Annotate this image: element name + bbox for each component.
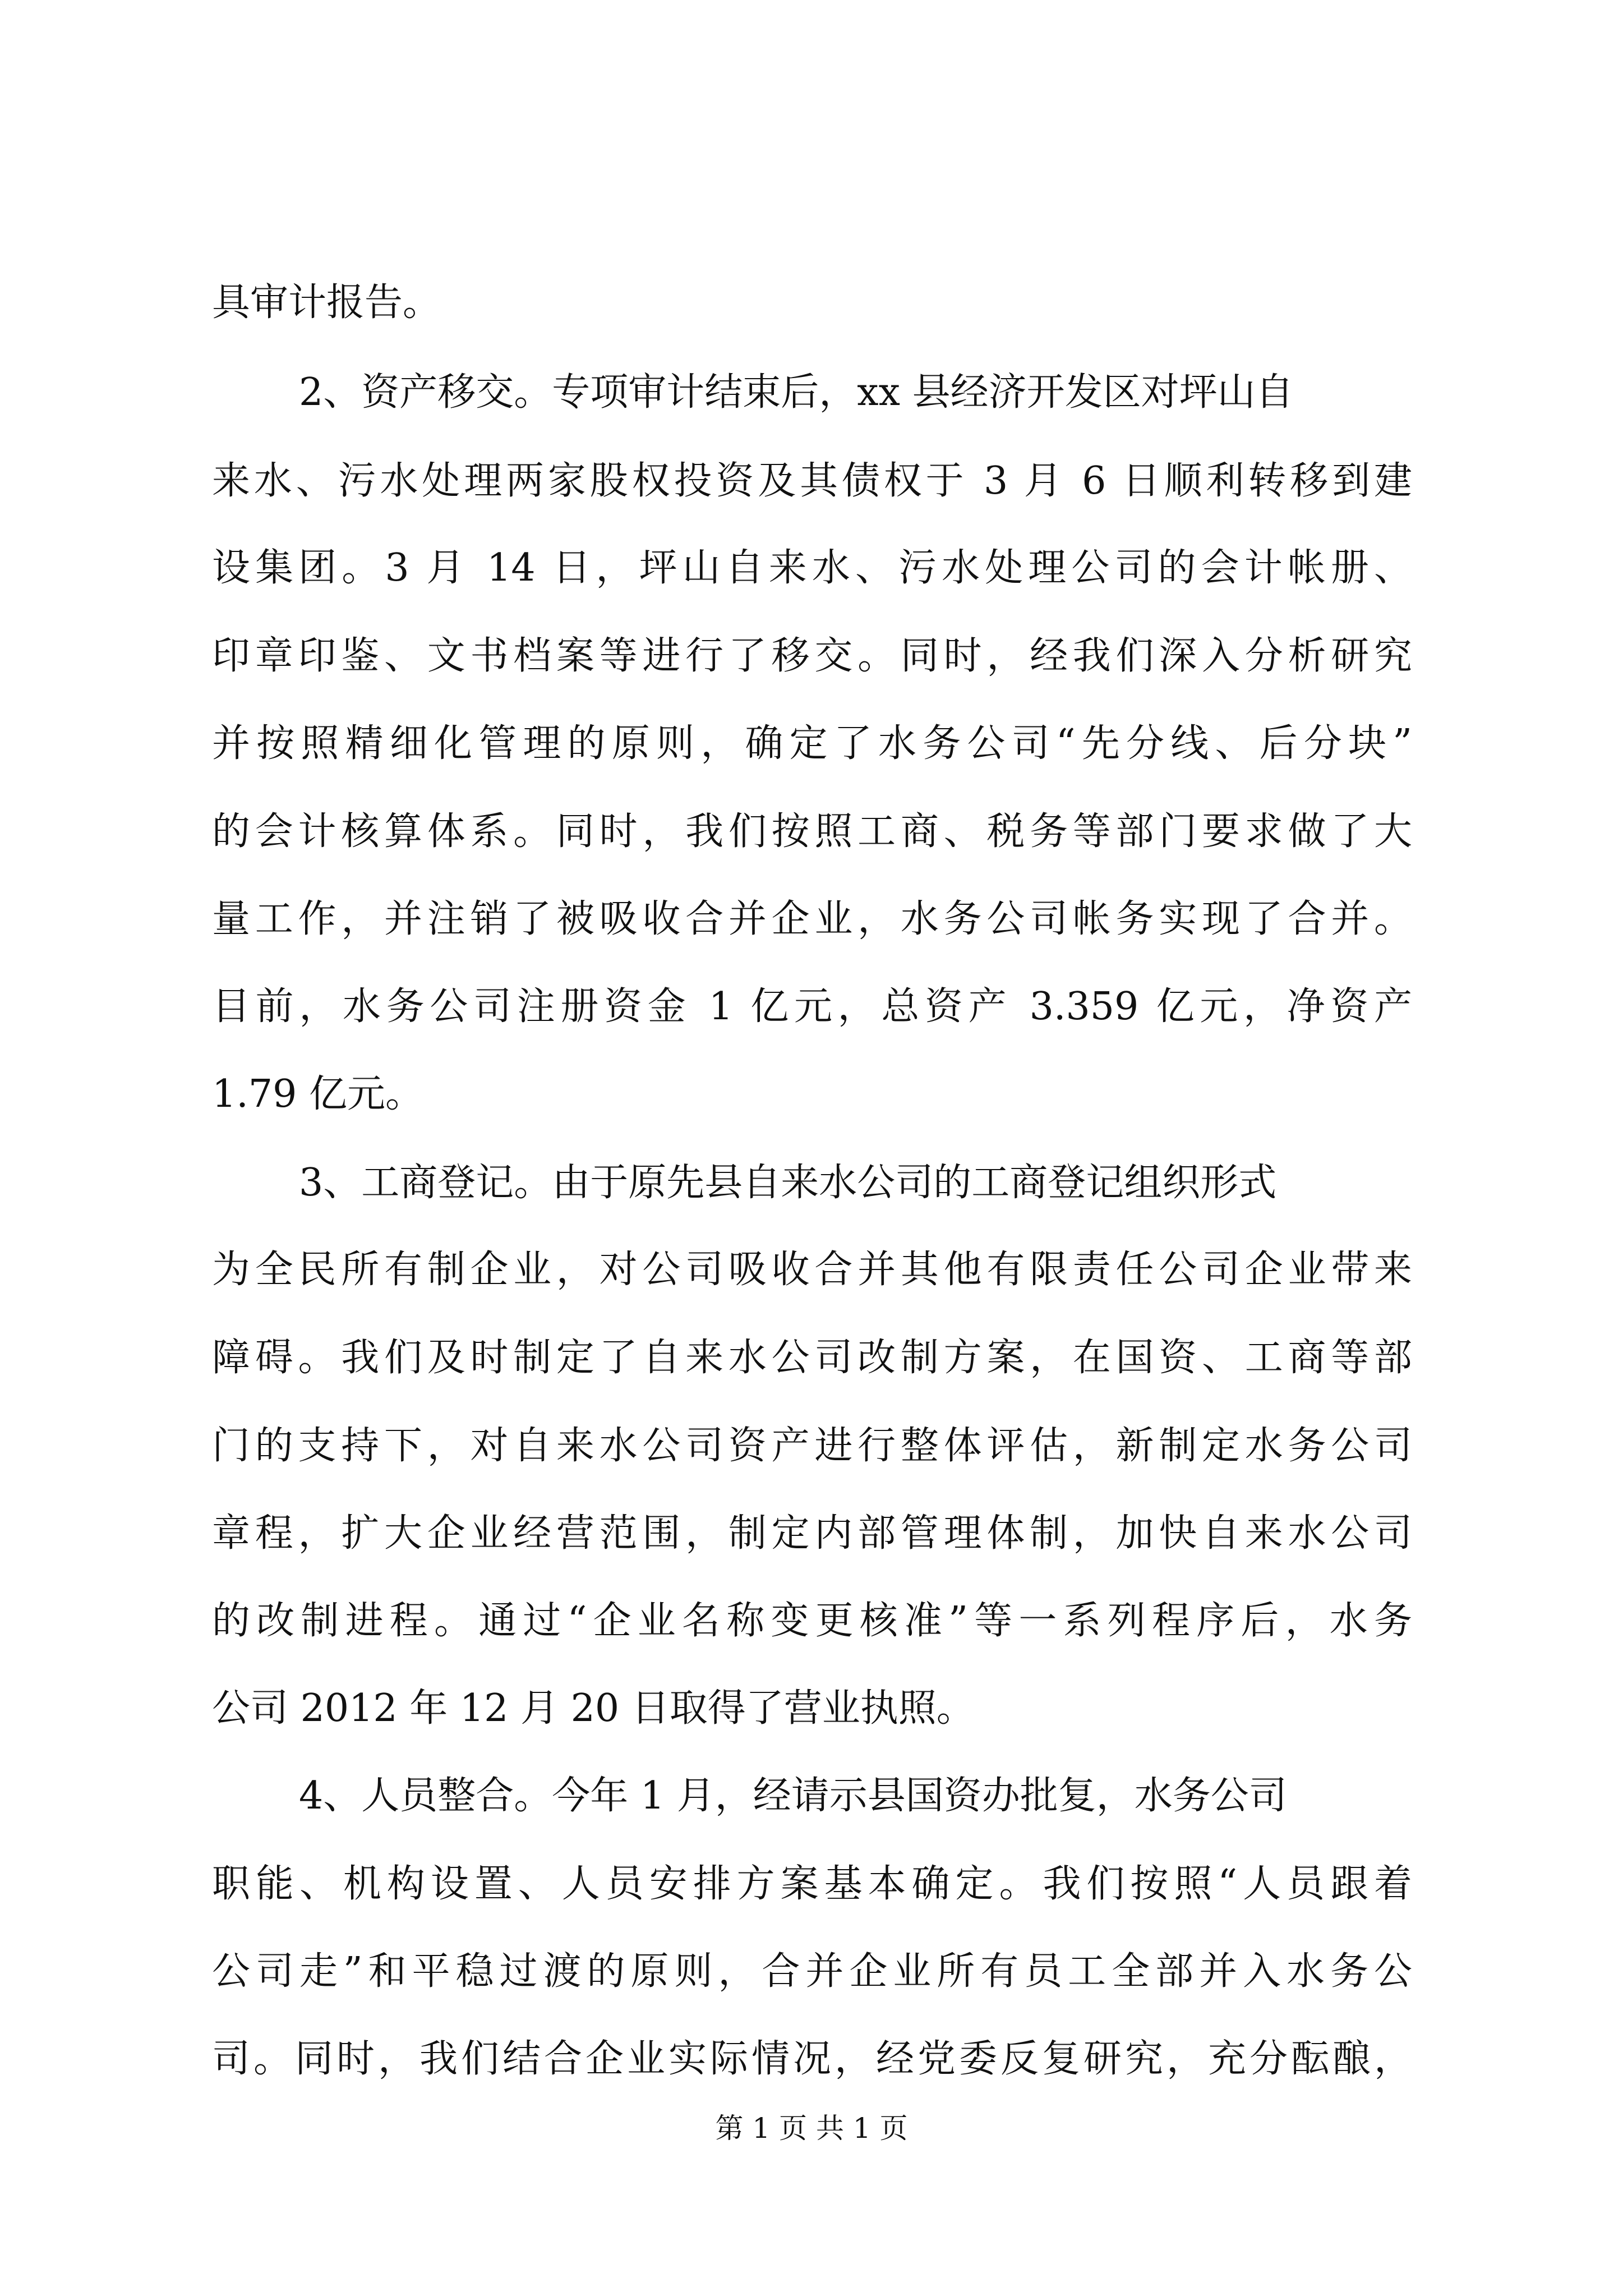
- text-line: 司。同时，我们结合企业实际情况，经党委反复研究，充分酝酿，: [212, 2037, 1412, 2081]
- text-line: 1.79 亿元。: [212, 1072, 424, 1116]
- text-line: 职能、机构设置、人员安排方案基本确定。我们按照“人员跟着: [212, 1862, 1412, 1906]
- text-line: 为全民所有制企业，对公司吸收合并其他有限责任公司企业带来: [212, 1248, 1412, 1292]
- text-line: 的改制进程。通过“企业名称变更核准”等一系列程序后，水务: [212, 1599, 1412, 1643]
- text-line: 并按照精细化管理的原则，确定了水务公司“先分线、后分块”: [212, 721, 1412, 766]
- text-line: 设集团。3 月 14 日，坪山自来水、污水处理公司的会计帐册、: [212, 546, 1412, 590]
- text-line: 4、人员整合。今年 1 月，经请示县国资办批复，水务公司: [299, 1774, 1287, 1818]
- text-line: 量工作，并注销了被吸收合并企业，水务公司帐务实现了合并。: [212, 897, 1412, 941]
- text-line: 门的支持下，对自来水公司资产进行整体评估，新制定水务公司: [212, 1424, 1412, 1468]
- text-line: 的会计核算体系。同时，我们按照工商、税务等部门要求做了大: [212, 809, 1412, 854]
- text-line: 3、工商登记。由于原先县自来水公司的工商登记组织形式: [299, 1161, 1277, 1205]
- page-number-footer: 第 1 页 共 1 页: [715, 2112, 908, 2145]
- text-line: 公司走”和平稳过渡的原则，合并企业所有员工全部并入水务公: [212, 1949, 1412, 1994]
- text-line: 2、资产移交。专项审计结束后，xx 县经济开发区对坪山自: [299, 370, 1294, 415]
- text-line: 障碍。我们及时制定了自来水公司改制方案，在国资、工商等部: [212, 1336, 1412, 1380]
- text-line: 公司 2012 年 12 月 20 日取得了营业执照。: [212, 1686, 975, 1731]
- text-line: 目前，水务公司注册资金 1 亿元，总资产 3.359 亿元，净资产: [212, 984, 1412, 1029]
- text-line: 印章印鉴、文书档案等进行了移交。同时，经我们深入分析研究: [212, 634, 1412, 678]
- text-line: 具审计报告。: [212, 280, 441, 325]
- text-line: 来水、污水处理两家股权投资及其债权于 3 月 6 日顺利转移到建: [212, 459, 1412, 503]
- text-line: 章程，扩大企业经营范围，制定内部管理体制，加快自来水公司: [212, 1511, 1412, 1556]
